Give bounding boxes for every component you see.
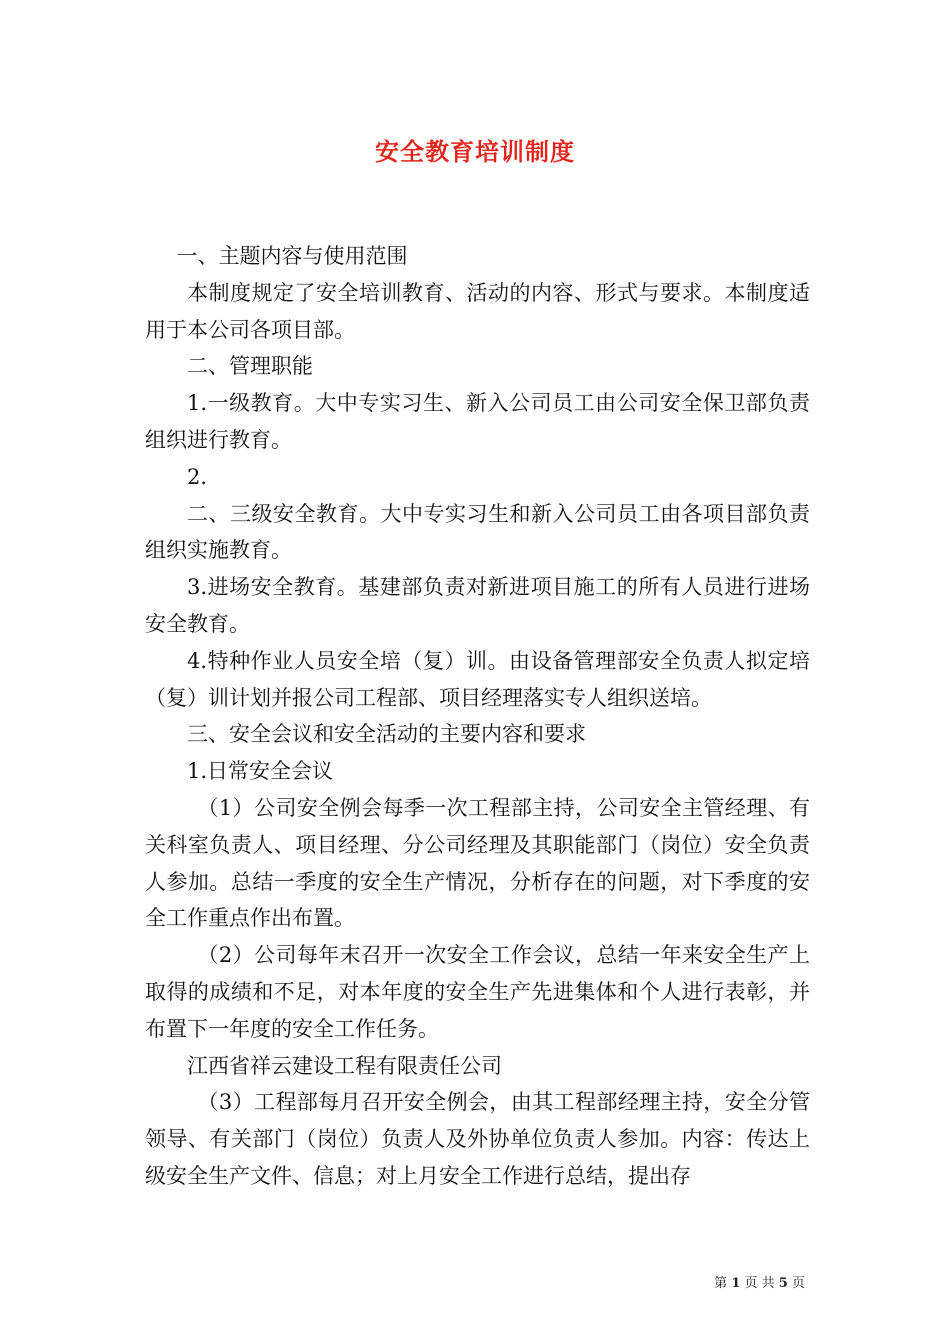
footer-suffix: 页: [791, 1276, 805, 1291]
paragraph-item-2: 2.: [187, 464, 208, 489]
section-heading-scope: 一、主题内容与使用范围: [176, 244, 408, 268]
paragraph-level1-education: 1.一级教育。大中专实习生、新入公司员工由公司安全保卫部负责组织进行教育。: [145, 391, 810, 452]
footer-middle: 页 共: [744, 1276, 775, 1291]
paragraph-level3-education: 二、三级安全教育。大中专实习生和新入公司员工由各项目部负责组织实施教育。: [145, 501, 810, 563]
paragraph-annual-meeting: （2）公司每年末召开一次安全工作会议，总结一年来安全生产上取得的成绩和不足，对本年度的安全生产先进集体和个人进行表彰，并布置下一年度的安全工作任务。: [145, 943, 810, 1041]
footer-page-number: 1: [731, 1276, 741, 1291]
paragraph-special-operations-training: 4.特种作业人员安全培（复）训。由设备管理部安全负责人拟定培（复）训计划并报公司工程部、项目经理落实专人组织送培。: [145, 648, 810, 710]
section-heading-meetings: 三、安全会议和安全活动的主要内容和要求: [187, 722, 586, 747]
document-title: 安全教育培训制度: [375, 137, 575, 166]
paragraph-site-entry-education: 3.进场安全教育。基建部负责对新进项目施工的所有人员进行进场安全教育。: [145, 575, 810, 636]
paragraph-scope-body: 本制度规定了安全培训教育、活动的内容、形式与要求。本制度适用于本公司各项目部。: [145, 280, 810, 342]
page-footer: [714, 1272, 805, 1291]
paragraph-monthly-meeting: （3）工程部每月召开安全例会，由其工程部经理主持，安全分管领导、有关部门（岗位）负责人及外协单位负责人参加。内容：传达上级安全生产文件、信息；对上月安全工作进行总结，提出存: [145, 1090, 810, 1188]
paragraph-company-name: 江西省祥云建设工程有限责任公司: [187, 1053, 502, 1078]
document-body: [145, 238, 810, 1195]
footer-prefix: 第: [714, 1276, 728, 1291]
footer-total-pages: 5: [778, 1276, 788, 1291]
paragraph-quarterly-meeting: （1）公司安全例会每季一次工程部主持，公司安全主管经理、有关科室负责人、项目经理、分公司经理及其职能部门（岗位）安全负责人参加。总结一季度的安全生产情况，分析存在的问题，对下季度的安全工作重点作出布置。: [145, 795, 810, 931]
section-heading-management: 二、管理职能: [187, 354, 313, 379]
paragraph-daily-meetings: 1.日常安全会议: [187, 759, 334, 784]
